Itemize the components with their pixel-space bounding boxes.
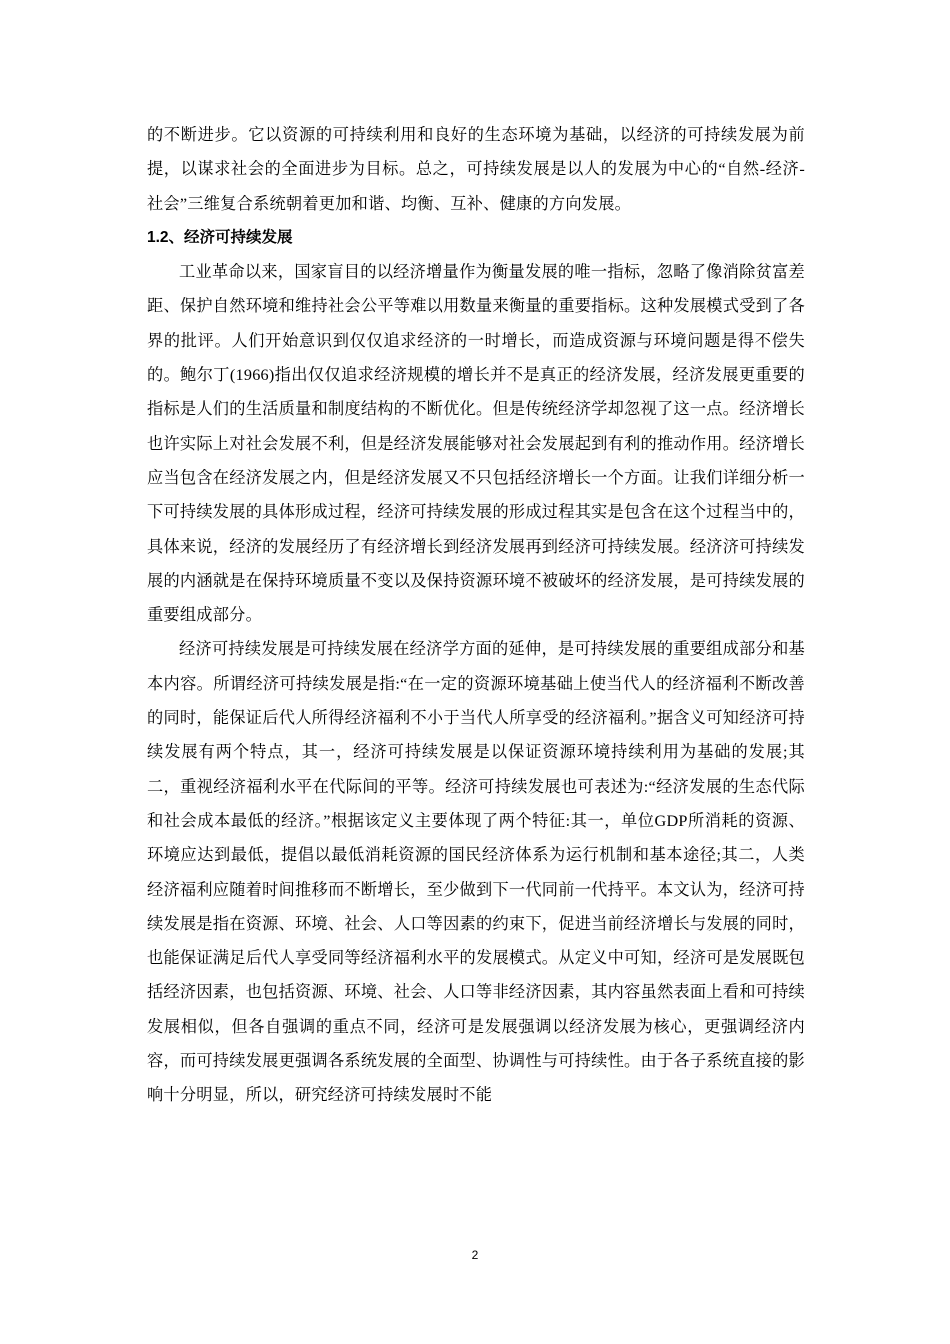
continued-paragraph: 的不断进步。它以资源的可持续利用和良好的生态环境为基础，以经济的可持续发展为前提，以谋求社会的全面进步为目标。总之，可持续发展是以人的发展为中心的“自然-经济-社会”三维复合系统朝着更加和谐、均衡、互补、健康的方向发展。 <box>147 126 805 213</box>
section-heading: 1.2、经济可持续发展 <box>147 228 293 246</box>
page-number: 2 <box>471 1248 479 1262</box>
body-paragraph-1: 工业革命以来，国家盲目的以经济增量作为衡量发展的唯一指标，忽略了像消除贫富差距、保护自然环境和维持社会公平等难以用数量来衡量的重要指标。这种发展模式受到了各界的批评。人们开始意识到仅仅追求经济的一时增长，而造成资源与环境问题是得不偿失的。鲍尔丁(1966)指出仅仅追求经济规模的增长并不是真正的经济发展，经济发展更重要的指标是人们的生活质量和制度结构的不断优化。但是传统经济学却忽视了这一点。经济增长也许实际上对社会发展不利，但是经济发展能够对社会发展起到有利的推动作用。经济增长应当包含在经济发展之内，但是经济发展又不只包括经济增长一个方面。让我们详细分析一下可持续发展的具体形成过程，经济可持续发展的形成过程其实是包含在这个过程当中的，具体来说，经济的发展经历了有经济增长到经济发展再到经济可持续发展。经济济可持续发展的内涵就是在保持环境质量不变以及保持资源环境不被破坏的经济发展，是可持续发展的重要组成部分。 <box>147 263 805 625</box>
body-paragraph-2: 经济可持续发展是可持续发展在经济学方面的延伸，是可持续发展的重要组成部分和基本内容。所谓经济可持续发展是指:“在一定的资源环境基础上使当代人的经济福利不断改善的同时，能保证后代人所得经济福利不小于当代人所享受的经济福利。”据含义可知经济可持续发展有两个特点，其一，经济可持续发展是以保证资源环境持续利用为基础的发展;其二，重视经济福利水平在代际间的平等。经济可持续发展也可表述为:“经济发展的生态代际和社会成本最低的经济。”根据该定义主要体现了两个特征:其一，单位GDP所消耗的资源、环境应达到最低，提倡以最低消耗资源的国民经济体系为运行机制和基本途径;其二，人类经济福利应随着时间推移而不断增长，至少做到下一代同前一代持平。本文认为，经济可持续发展是指在资源、环境、社会、人口等因素的约束下，促进当前经济增长与发展的同时，也能保证满足后代人享受同等经济福利水平的发展模式。从定义中可知，经济可是发展既包括经济因素，也包括资源、环境、社会、人口等非经济因素，其内容虽然表面上看和可持续发展相似，但各自强调的重点不同，经济可是发展强调以经济发展为核心，更强调经济内容，而可持续发展更强调各系统发展的全面型、协调性与可持续性。由于各子系统直接的影响十分明显，所以，研究经济可持续发展时不能 <box>147 640 805 1105</box>
page-body <box>147 118 805 1113</box>
